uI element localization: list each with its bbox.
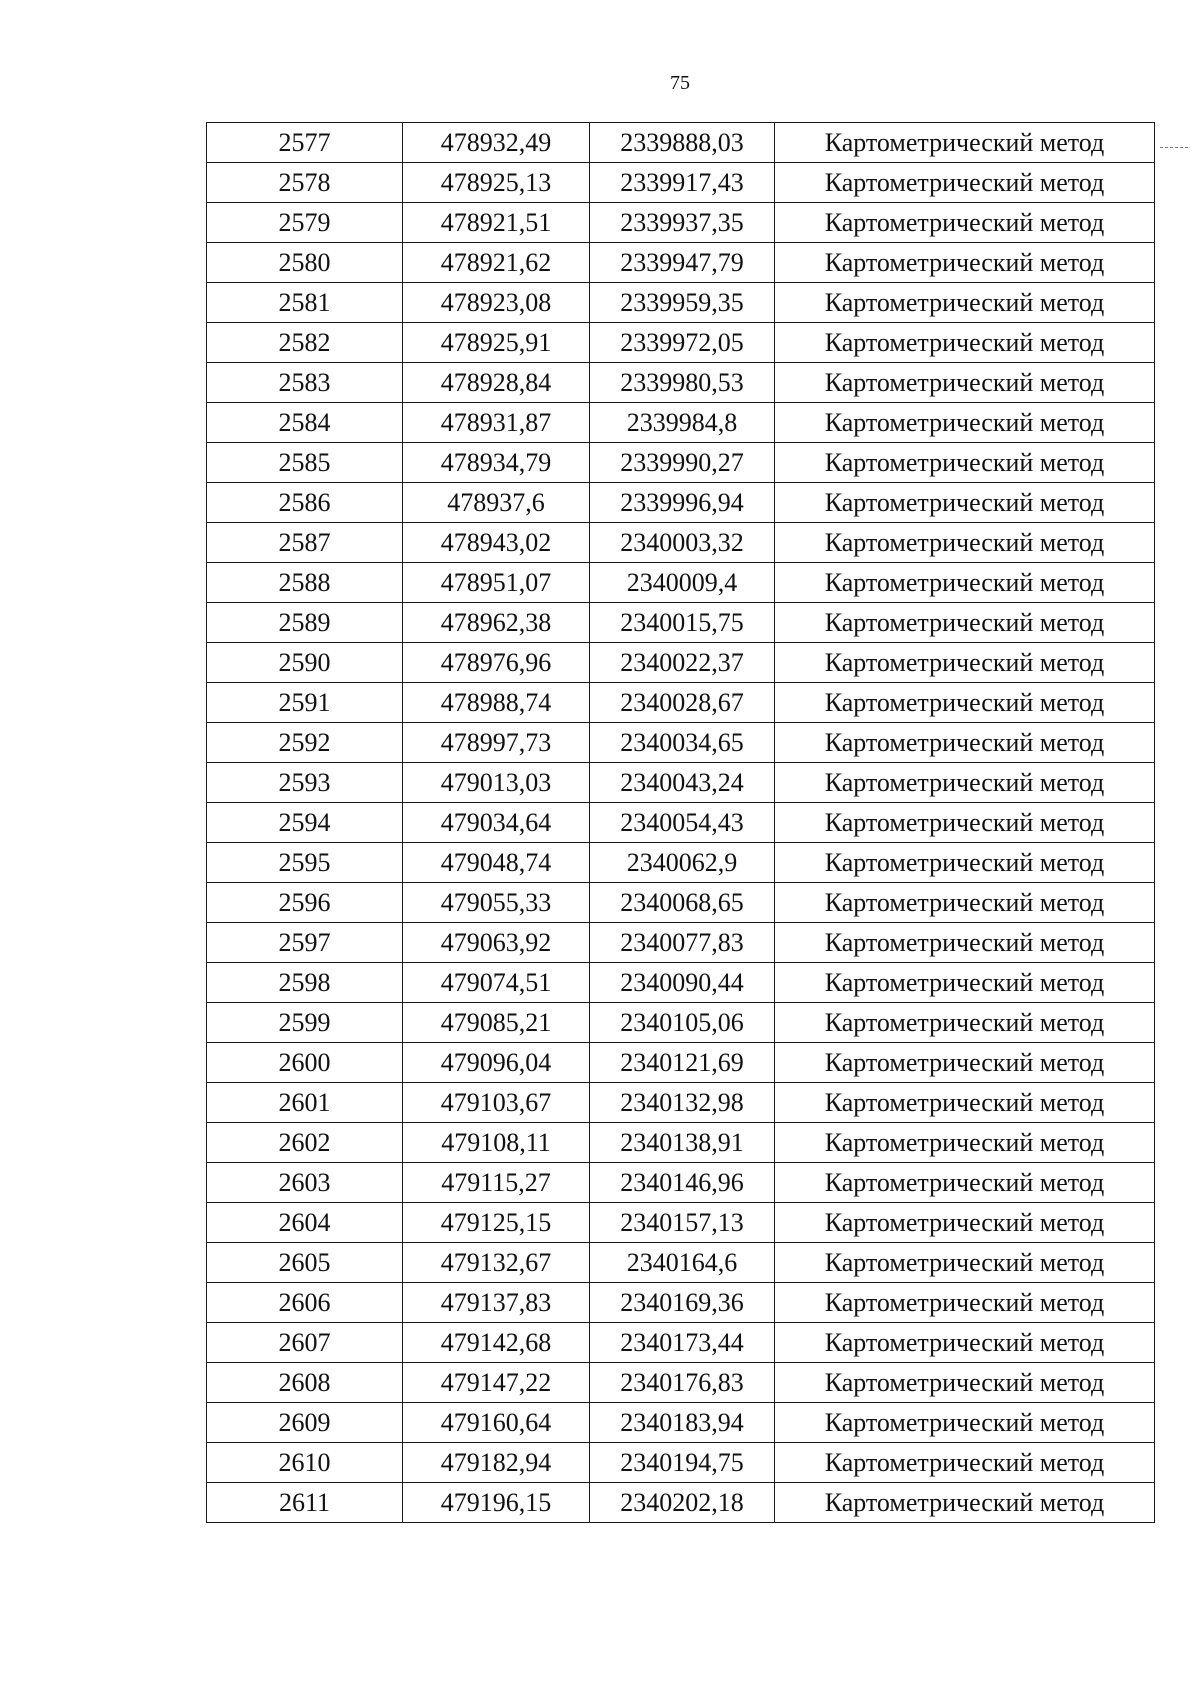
y-coordinate-cell: 2339996,94 — [590, 483, 775, 523]
method-cell: Картометрический метод — [775, 483, 1155, 523]
table-row — [207, 1163, 1155, 1203]
point-number-cell: 2578 — [207, 163, 403, 203]
x-coordinate-cell: 478962,38 — [403, 603, 590, 643]
point-number-cell: 2579 — [207, 203, 403, 243]
y-coordinate-cell: 2340015,75 — [590, 603, 775, 643]
x-coordinate-cell: 479142,68 — [403, 1323, 590, 1363]
x-coordinate-cell: 478923,08 — [403, 283, 590, 323]
y-coordinate-cell: 2339980,53 — [590, 363, 775, 403]
x-coordinate-cell: 479125,15 — [403, 1203, 590, 1243]
point-number-cell: 2598 — [207, 963, 403, 1003]
method-cell: Картометрический метод — [775, 203, 1155, 243]
point-number-cell: 2586 — [207, 483, 403, 523]
y-coordinate-cell: 2339984,8 — [590, 403, 775, 443]
y-coordinate-cell: 2340183,94 — [590, 1403, 775, 1443]
x-coordinate-cell: 479034,64 — [403, 803, 590, 843]
method-cell: Картометрический метод — [775, 1003, 1155, 1043]
table-row — [207, 1043, 1155, 1083]
table-row — [207, 723, 1155, 763]
method-cell: Картометрический метод — [775, 243, 1155, 283]
x-coordinate-cell: 478932,49 — [403, 123, 590, 163]
y-coordinate-cell: 2339917,43 — [590, 163, 775, 203]
x-coordinate-cell: 479132,67 — [403, 1243, 590, 1283]
y-coordinate-cell: 2340062,9 — [590, 843, 775, 883]
method-cell: Картометрический метод — [775, 1363, 1155, 1403]
x-coordinate-cell: 479013,03 — [403, 763, 590, 803]
point-number-cell: 2605 — [207, 1243, 403, 1283]
table-row — [207, 1443, 1155, 1483]
table-row — [207, 643, 1155, 683]
table-row — [207, 603, 1155, 643]
point-number-cell: 2589 — [207, 603, 403, 643]
method-cell: Картометрический метод — [775, 403, 1155, 443]
point-number-cell: 2590 — [207, 643, 403, 683]
x-coordinate-cell: 479108,11 — [403, 1123, 590, 1163]
table-row — [207, 203, 1155, 243]
x-coordinate-cell: 479063,92 — [403, 923, 590, 963]
point-number-cell: 2606 — [207, 1283, 403, 1323]
method-cell: Картометрический метод — [775, 963, 1155, 1003]
table-row — [207, 1003, 1155, 1043]
y-coordinate-cell: 2340003,32 — [590, 523, 775, 563]
point-number-cell: 2581 — [207, 283, 403, 323]
y-coordinate-cell: 2340009,4 — [590, 563, 775, 603]
y-coordinate-cell: 2339937,35 — [590, 203, 775, 243]
point-number-cell: 2577 — [207, 123, 403, 163]
method-cell: Картометрический метод — [775, 283, 1155, 323]
method-cell: Картометрический метод — [775, 563, 1155, 603]
method-cell: Картометрический метод — [775, 1043, 1155, 1083]
method-cell: Картометрический метод — [775, 1083, 1155, 1123]
coordinates-table — [206, 122, 1155, 1523]
method-cell: Картометрический метод — [775, 1163, 1155, 1203]
table-row — [207, 323, 1155, 363]
point-number-cell: 2597 — [207, 923, 403, 963]
x-coordinate-cell: 478937,6 — [403, 483, 590, 523]
table-row — [207, 1243, 1155, 1283]
method-cell: Картометрический метод — [775, 1443, 1155, 1483]
point-number-cell: 2596 — [207, 883, 403, 923]
page-number: 75 — [670, 72, 690, 94]
y-coordinate-cell: 2339959,35 — [590, 283, 775, 323]
x-coordinate-cell: 478921,51 — [403, 203, 590, 243]
y-coordinate-cell: 2340194,75 — [590, 1443, 775, 1483]
table-row — [207, 523, 1155, 563]
x-coordinate-cell: 478997,73 — [403, 723, 590, 763]
method-cell: Картометрический метод — [775, 443, 1155, 483]
y-coordinate-cell: 2340146,96 — [590, 1163, 775, 1203]
y-coordinate-cell: 2340169,36 — [590, 1283, 775, 1323]
table-row — [207, 123, 1155, 163]
x-coordinate-cell: 479182,94 — [403, 1443, 590, 1483]
point-number-cell: 2593 — [207, 763, 403, 803]
table-row — [207, 923, 1155, 963]
method-cell: Картометрический метод — [775, 1243, 1155, 1283]
point-number-cell: 2610 — [207, 1443, 403, 1483]
y-coordinate-cell: 2340068,65 — [590, 883, 775, 923]
x-coordinate-cell: 478943,02 — [403, 523, 590, 563]
point-number-cell: 2588 — [207, 563, 403, 603]
method-cell: Картометрический метод — [775, 843, 1155, 883]
point-number-cell: 2601 — [207, 1083, 403, 1123]
table-row — [207, 403, 1155, 443]
table-row — [207, 763, 1155, 803]
table-row — [207, 283, 1155, 323]
table-row — [207, 1323, 1155, 1363]
table-row — [207, 1483, 1155, 1523]
y-coordinate-cell: 2339888,03 — [590, 123, 775, 163]
method-cell: Картометрический метод — [775, 163, 1155, 203]
x-coordinate-cell: 479115,27 — [403, 1163, 590, 1203]
y-coordinate-cell: 2340202,18 — [590, 1483, 775, 1523]
point-number-cell: 2609 — [207, 1403, 403, 1443]
method-cell: Картометрический метод — [775, 763, 1155, 803]
method-cell: Картометрический метод — [775, 1283, 1155, 1323]
y-coordinate-cell: 2340157,13 — [590, 1203, 775, 1243]
table-row — [207, 363, 1155, 403]
point-number-cell: 2580 — [207, 243, 403, 283]
point-number-cell: 2582 — [207, 323, 403, 363]
method-cell: Картометрический метод — [775, 1203, 1155, 1243]
table-row — [207, 1363, 1155, 1403]
y-coordinate-cell: 2340034,65 — [590, 723, 775, 763]
x-coordinate-cell: 479055,33 — [403, 883, 590, 923]
table-row — [207, 1283, 1155, 1323]
method-cell: Картометрический метод — [775, 1403, 1155, 1443]
method-cell: Картометрический метод — [775, 523, 1155, 563]
x-coordinate-cell: 479048,74 — [403, 843, 590, 883]
point-number-cell: 2591 — [207, 683, 403, 723]
point-number-cell: 2603 — [207, 1163, 403, 1203]
y-coordinate-cell: 2340090,44 — [590, 963, 775, 1003]
table-row — [207, 1083, 1155, 1123]
table-row — [207, 483, 1155, 523]
table-row — [207, 1123, 1155, 1163]
y-coordinate-cell: 2340028,67 — [590, 683, 775, 723]
point-number-cell: 2608 — [207, 1363, 403, 1403]
point-number-cell: 2594 — [207, 803, 403, 843]
method-cell: Картометрический метод — [775, 1483, 1155, 1523]
y-coordinate-cell: 2340043,24 — [590, 763, 775, 803]
x-coordinate-cell: 479147,22 — [403, 1363, 590, 1403]
method-cell: Картометрический метод — [775, 1123, 1155, 1163]
point-number-cell: 2611 — [207, 1483, 403, 1523]
table-row — [207, 563, 1155, 603]
method-cell: Картометрический метод — [775, 643, 1155, 683]
point-number-cell: 2592 — [207, 723, 403, 763]
method-cell: Картометрический метод — [775, 723, 1155, 763]
table-row — [207, 683, 1155, 723]
x-coordinate-cell: 478988,74 — [403, 683, 590, 723]
x-coordinate-cell: 479137,83 — [403, 1283, 590, 1323]
y-coordinate-cell: 2339972,05 — [590, 323, 775, 363]
table-body — [207, 123, 1155, 1523]
point-number-cell: 2602 — [207, 1123, 403, 1163]
point-number-cell: 2604 — [207, 1203, 403, 1243]
edge-mark — [1160, 147, 1188, 148]
x-coordinate-cell: 478925,91 — [403, 323, 590, 363]
method-cell: Картометрический метод — [775, 883, 1155, 923]
method-cell: Картометрический метод — [775, 923, 1155, 963]
method-cell: Картометрический метод — [775, 683, 1155, 723]
x-coordinate-cell: 478925,13 — [403, 163, 590, 203]
point-number-cell: 2599 — [207, 1003, 403, 1043]
method-cell: Картометрический метод — [775, 803, 1155, 843]
y-coordinate-cell: 2340105,06 — [590, 1003, 775, 1043]
y-coordinate-cell: 2340022,37 — [590, 643, 775, 683]
x-coordinate-cell: 479103,67 — [403, 1083, 590, 1123]
point-number-cell: 2607 — [207, 1323, 403, 1363]
table-row — [207, 803, 1155, 843]
y-coordinate-cell: 2340176,83 — [590, 1363, 775, 1403]
point-number-cell: 2600 — [207, 1043, 403, 1083]
table-row — [207, 1403, 1155, 1443]
method-cell: Картометрический метод — [775, 363, 1155, 403]
y-coordinate-cell: 2339990,27 — [590, 443, 775, 483]
point-number-cell: 2587 — [207, 523, 403, 563]
y-coordinate-cell: 2340164,6 — [590, 1243, 775, 1283]
y-coordinate-cell: 2340132,98 — [590, 1083, 775, 1123]
y-coordinate-cell: 2340138,91 — [590, 1123, 775, 1163]
x-coordinate-cell: 479074,51 — [403, 963, 590, 1003]
y-coordinate-cell: 2340054,43 — [590, 803, 775, 843]
method-cell: Картометрический метод — [775, 603, 1155, 643]
point-number-cell: 2595 — [207, 843, 403, 883]
point-number-cell: 2584 — [207, 403, 403, 443]
point-number-cell: 2585 — [207, 443, 403, 483]
x-coordinate-cell: 479160,64 — [403, 1403, 590, 1443]
x-coordinate-cell: 478928,84 — [403, 363, 590, 403]
method-cell: Картометрический метод — [775, 1323, 1155, 1363]
method-cell: Картометрический метод — [775, 123, 1155, 163]
x-coordinate-cell: 479096,04 — [403, 1043, 590, 1083]
method-cell: Картометрический метод — [775, 323, 1155, 363]
table-row — [207, 443, 1155, 483]
table-row — [207, 1203, 1155, 1243]
y-coordinate-cell: 2340077,83 — [590, 923, 775, 963]
x-coordinate-cell: 478921,62 — [403, 243, 590, 283]
x-coordinate-cell: 479196,15 — [403, 1483, 590, 1523]
y-coordinate-cell: 2339947,79 — [590, 243, 775, 283]
x-coordinate-cell: 478951,07 — [403, 563, 590, 603]
x-coordinate-cell: 478976,96 — [403, 643, 590, 683]
table-row — [207, 963, 1155, 1003]
table-row — [207, 883, 1155, 923]
table-row — [207, 163, 1155, 203]
table-row — [207, 843, 1155, 883]
y-coordinate-cell: 2340121,69 — [590, 1043, 775, 1083]
x-coordinate-cell: 478931,87 — [403, 403, 590, 443]
y-coordinate-cell: 2340173,44 — [590, 1323, 775, 1363]
x-coordinate-cell: 479085,21 — [403, 1003, 590, 1043]
x-coordinate-cell: 478934,79 — [403, 443, 590, 483]
point-number-cell: 2583 — [207, 363, 403, 403]
table-row — [207, 243, 1155, 283]
